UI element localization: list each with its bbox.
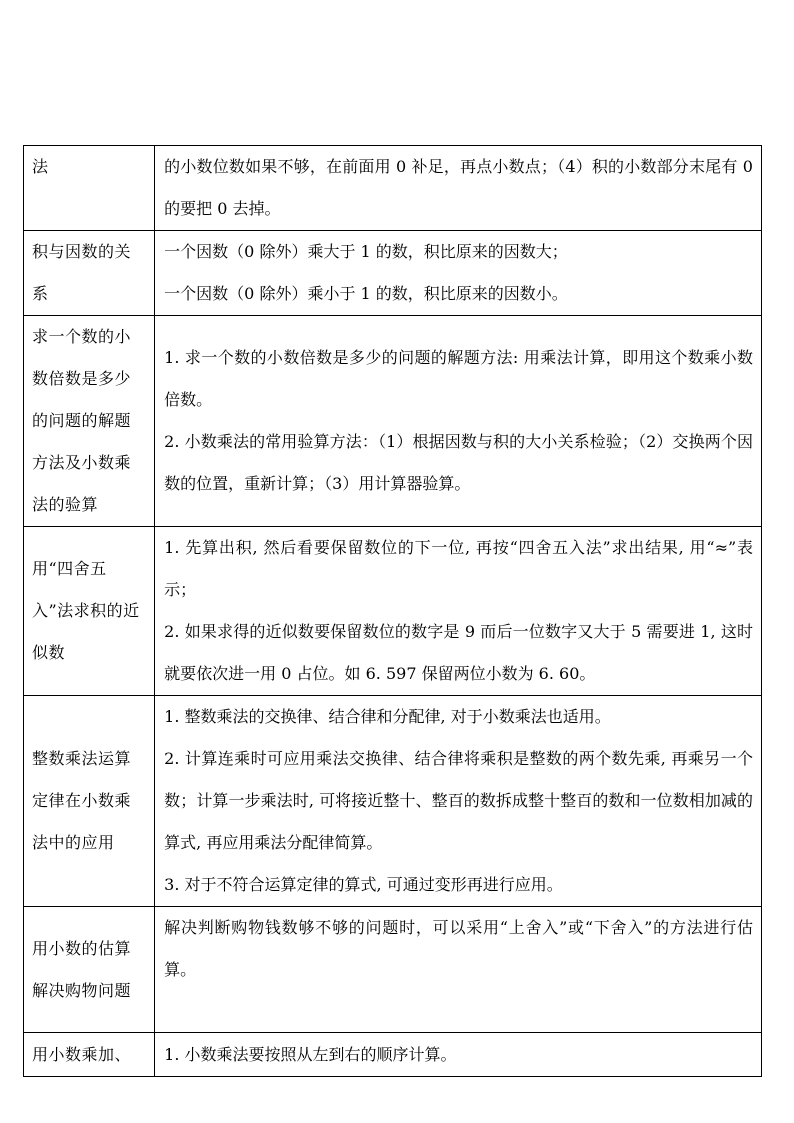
content-cell bbox=[155, 146, 762, 231]
content-cell bbox=[155, 231, 762, 316]
table-row bbox=[24, 907, 762, 1033]
content-paragraph: 1. 先算出积, 然后看要保留数位的下一位, 再按“四舍五入法”求出结果, 用“≈”表示； bbox=[164, 538, 753, 599]
topic-text: 用“四舍五入”法求积的近似数 bbox=[32, 559, 140, 662]
table-row bbox=[24, 231, 762, 316]
content-cell bbox=[155, 316, 762, 527]
topic-text: 法 bbox=[32, 157, 49, 176]
content-paragraph: 1. 小数乘法要按照从左到右的顺序计算。 bbox=[164, 1044, 457, 1064]
content-cell bbox=[155, 907, 762, 1033]
topic-cell bbox=[24, 146, 155, 231]
content-paragraph: 解决判断购物钱数够不够的问题时，可以采用“上舍入”或“下舍入”的方法进行估算。 bbox=[164, 918, 753, 979]
topic-text: 用小数的估算解决购物问题 bbox=[32, 938, 132, 1000]
topic-text: 积与因数的关系 bbox=[32, 242, 132, 303]
content-paragraph: 2. 如果求得的近似数要保留数位的数字是 9 而后一位数字又大于 5 需要进 1, 这时就要依次进一用 0 占位。如 6. 597 保留两位小数为 6. 60。 bbox=[164, 622, 753, 683]
content-cell bbox=[155, 696, 762, 907]
content-paragraph: 一个因数（0 除外）乘小于 1 的数，积比原来的因数小。 bbox=[164, 284, 568, 303]
topic-cell bbox=[24, 1033, 155, 1077]
table-row bbox=[24, 527, 762, 696]
content-paragraph: 2. 小数乘法的常用验算方法：（1）根据因数与积的大小关系检验；（2）交换两个因数的位置，重新计算；（3）用计算器验算。 bbox=[164, 432, 753, 493]
content-paragraph: 1. 求一个数的小数倍数是多少的问题的解题方法: 用乘法计算，即用这个数乘小数倍数。 bbox=[164, 348, 753, 409]
topic-text: 求一个数的小数倍数是多少的问题的解题方法及小数乘法的验算 bbox=[32, 327, 132, 514]
topic-cell bbox=[24, 231, 155, 316]
topic-cell bbox=[24, 527, 155, 696]
table-row bbox=[24, 316, 762, 527]
table-row bbox=[24, 696, 762, 907]
table-row bbox=[24, 146, 762, 231]
table-row bbox=[24, 1033, 762, 1077]
topic-cell bbox=[24, 696, 155, 907]
content-paragraph: 2. 计算连乘时可应用乘法交换律、结合律将乘积是整数的两个数先乘, 再乘另一个数；计算一步乘法时, 可将接近整十、整百的数拆成整十整百的数和一位数相加减的算式, 再应用乘法分配律简算。 bbox=[164, 749, 753, 852]
topic-cell bbox=[24, 907, 155, 1033]
content-paragraph: 一个因数（0 除外）乘大于 1 的数，积比原来的因数大； bbox=[164, 242, 568, 261]
content-paragraph: 3. 对于不符合运算定律的算式, 可通过变形再进行应用。 bbox=[164, 875, 563, 894]
topic-cell bbox=[24, 316, 155, 527]
content-cell bbox=[155, 527, 762, 696]
content-paragraph: 1. 整数乘法的交换律、结合律和分配律, 对于小数乘法也适用。 bbox=[164, 707, 611, 726]
content-cell bbox=[155, 1033, 762, 1077]
topic-text: 整数乘法运算定律在小数乘法中的应用 bbox=[32, 749, 132, 852]
content-paragraph: 的小数位数如果不够，在前面用 0 补足，再点小数点；（4）积的小数部分末尾有 0 的要把 0 去掉。 bbox=[164, 157, 753, 218]
knowledge-table bbox=[23, 145, 762, 1077]
topic-text: 用小数乘加、 bbox=[32, 1044, 132, 1064]
